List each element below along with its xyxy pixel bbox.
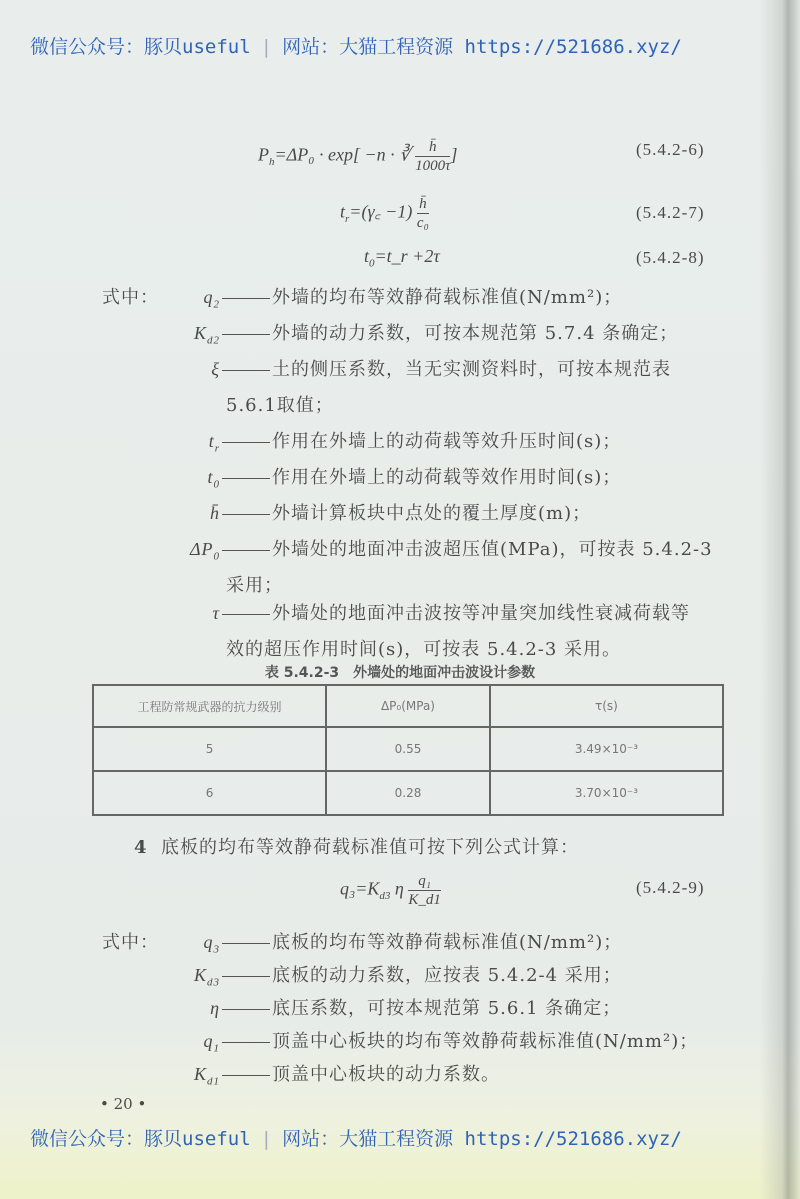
watermark-wechat: 微信公众号：豚贝useful: [30, 1128, 251, 1150]
symbol: h̄: [210, 503, 220, 523]
definition-symbol: [100, 998, 220, 1022]
em-dash: [222, 943, 270, 944]
equation-number: (5.4.2-8): [636, 248, 705, 267]
symbol-sub: 0: [213, 478, 220, 491]
denominator: c₀: [416, 215, 429, 231]
numerator: q₁: [408, 872, 441, 891]
symbol-sub: d1: [207, 1075, 220, 1088]
symbol-sub: r: [214, 442, 220, 455]
definition-item: [100, 961, 622, 989]
watermark-wechat: 微信公众号：豚贝useful: [30, 36, 251, 58]
item-4: [134, 833, 579, 859]
watermark-website: 网站：大猫工程资源 https://521686.xyz/: [282, 36, 682, 58]
eq-bracket: ]: [450, 144, 458, 165]
eq-lhs: t: [364, 246, 370, 266]
definition-item: [100, 1060, 500, 1088]
fraction: [417, 195, 429, 232]
eq-lhs-sub: r: [345, 213, 350, 226]
definition-symbol: [100, 287, 220, 311]
header-overpressure: ΔP₀(MPa): [326, 685, 490, 727]
definition-symbol: [100, 539, 220, 563]
numerator: h̄: [415, 138, 450, 157]
em-dash: [222, 1075, 270, 1076]
eq-lhs-sub: 0: [369, 257, 375, 270]
definition-symbol: [100, 965, 220, 989]
symbol: q: [203, 1031, 214, 1051]
definition-symbol: [100, 603, 220, 627]
definition-symbol: [100, 359, 220, 383]
symbol: K: [193, 965, 207, 985]
definition-item: [100, 427, 621, 455]
definition-item: [100, 355, 671, 383]
definition-text: 顶盖中心板块的动力系数。: [272, 1064, 500, 1085]
equation-number: (5.4.2-6): [636, 140, 705, 159]
em-dash: [222, 976, 270, 977]
symbol-sub: 0: [213, 550, 220, 563]
definition-text: 底板的均布等效静荷载标准值(N/mm²)；: [272, 932, 623, 953]
watermark-separator: |: [260, 36, 273, 58]
em-dash: [222, 614, 270, 615]
definition-continuation: 5.6.1取值；: [226, 395, 334, 416]
em-dash: [222, 370, 270, 371]
symbol: K: [193, 323, 207, 343]
definition-symbol: [100, 431, 220, 455]
eq-body: =ΔP₀ · exp[ −n · ∛: [274, 144, 411, 165]
eq-lhs: t: [340, 201, 346, 222]
symbol-sub: d3: [207, 976, 220, 989]
header-tau: τ(s): [490, 685, 723, 727]
em-dash: [222, 298, 270, 299]
definition-item: [100, 499, 591, 527]
definition-symbol: [100, 467, 220, 491]
denominator: K_d1: [408, 892, 441, 908]
em-dash: [222, 1042, 270, 1043]
symbol-sub: d2: [207, 334, 220, 347]
em-dash: [222, 478, 270, 479]
symbol: ξ: [211, 359, 220, 379]
definition-text: 外墙的均布等效静荷载标准值(N/mm²)；: [272, 287, 623, 308]
table-row: [93, 771, 723, 815]
eq-lhs-sub: h: [269, 156, 275, 169]
watermark-website: 网站：大猫工程资源 https://521686.xyz/: [282, 1128, 682, 1150]
definition-item: [100, 283, 622, 311]
page-edge-shadow: [760, 0, 800, 1199]
denominator: 1000τ: [415, 158, 451, 174]
em-dash: [222, 550, 270, 551]
item-text: 底板的均布等效静荷载标准值可按下列公式计算：: [160, 837, 579, 858]
equation-number: (5.4.2-7): [636, 203, 705, 222]
equation-5-4-2-9: [340, 872, 441, 909]
definition-symbol: [100, 1031, 220, 1055]
eq-lhs: q₃=K: [340, 878, 380, 899]
definition-symbol: [100, 323, 220, 347]
definition-text: 作用在外墙上的动荷载等效升压时间(s)；: [272, 431, 622, 452]
symbol-sub: 3: [213, 943, 220, 956]
definition-item: [100, 319, 678, 347]
equation-number: (5.4.2-9): [636, 878, 705, 897]
watermark-top: [30, 32, 682, 59]
definition-item: [100, 928, 622, 956]
cell-overpressure: 0.28: [326, 771, 490, 815]
definition-text: 顶盖中心板块的均布等效静荷载标准值(N/mm²)；: [272, 1031, 699, 1052]
eq-body: =t_r +2τ: [374, 246, 440, 266]
symbol: ΔP: [189, 539, 214, 559]
cell-level: 6: [93, 771, 326, 815]
definitions-lead: 式中：: [102, 287, 159, 308]
definition-symbol: [100, 1064, 220, 1088]
definition-text: 外墙的动力系数，可按本规范第 5.7.4 条确定；: [272, 323, 679, 344]
definition-text: 底板的动力系数，应按表 5.4.2-4 采用；: [272, 965, 622, 986]
symbol: η: [210, 998, 220, 1018]
definition-continuation: 采用；: [226, 575, 283, 596]
definition-text: 作用在外墙上的动荷载等效作用时间(s)；: [272, 467, 622, 488]
em-dash: [222, 1009, 270, 1010]
definition-item: [100, 535, 713, 563]
eq-lhs-sub: d3: [379, 890, 391, 903]
cell-tau: 3.70×10⁻³: [490, 771, 723, 815]
numerator: h̄: [417, 195, 429, 214]
definition-text: 土的侧压系数，当无实测资料时，可按本规范表: [272, 359, 671, 380]
table-row: [93, 727, 723, 771]
page-number: • 20 •: [100, 1095, 147, 1113]
definitions-lead: 式中：: [102, 932, 159, 953]
eq-eta: η: [394, 878, 404, 899]
watermark-separator: |: [260, 1128, 273, 1150]
cell-tau: 3.49×10⁻³: [490, 727, 723, 771]
symbol: q: [203, 932, 214, 952]
definition-continuation: 效的超压作用时间(s)，可按表 5.4.2-3 采用。: [226, 639, 622, 660]
watermark-bottom: [30, 1124, 682, 1151]
eq-lhs: P: [258, 144, 269, 165]
table-header-row: [93, 685, 723, 727]
shockwave-parameter-table: [92, 684, 724, 816]
cell-overpressure: 0.55: [326, 727, 490, 771]
cell-level: 5: [93, 727, 326, 771]
symbol: K: [193, 1064, 207, 1084]
definition-item: [100, 1027, 698, 1055]
definition-symbol: [100, 932, 220, 956]
equation-5-4-2-7: [340, 195, 429, 232]
em-dash: [222, 334, 270, 335]
definition-symbol: [100, 503, 220, 527]
symbol-sub: 2: [213, 298, 220, 311]
fraction: [415, 138, 450, 175]
item-number: 4: [134, 837, 148, 858]
symbol-sub: 1: [213, 1042, 220, 1055]
equation-5-4-2-6: [258, 138, 457, 175]
definition-text: 底压系数，可按本规范第 5.6.1 条确定；: [272, 998, 622, 1019]
definition-item: [100, 463, 621, 491]
symbol: t: [208, 431, 215, 451]
header-resistance-level: 工程防常规武器的抗力级别: [93, 685, 326, 727]
definition-text: 外墙处的地面冲击波超压值(MPa)，可按表 5.4.2-3: [272, 539, 713, 560]
fraction: [408, 872, 441, 909]
em-dash: [222, 514, 270, 515]
symbol: τ: [212, 603, 220, 623]
definition-item: [100, 599, 690, 627]
definition-item: [100, 994, 621, 1022]
definition-text: 外墙处的地面冲击波按等冲量突加线性衰减荷载等: [272, 603, 690, 624]
symbol: t: [207, 467, 214, 487]
eq-body: =(γ꜀ −1): [349, 201, 413, 222]
table-caption: 表 5.4.2-3 外墙处的地面冲击波设计参数: [264, 665, 536, 681]
definition-text: 外墙计算板块中点处的覆土厚度(m)；: [272, 503, 592, 524]
equation-5-4-2-8: [364, 246, 440, 270]
symbol: q: [203, 287, 214, 307]
em-dash: [222, 442, 270, 443]
